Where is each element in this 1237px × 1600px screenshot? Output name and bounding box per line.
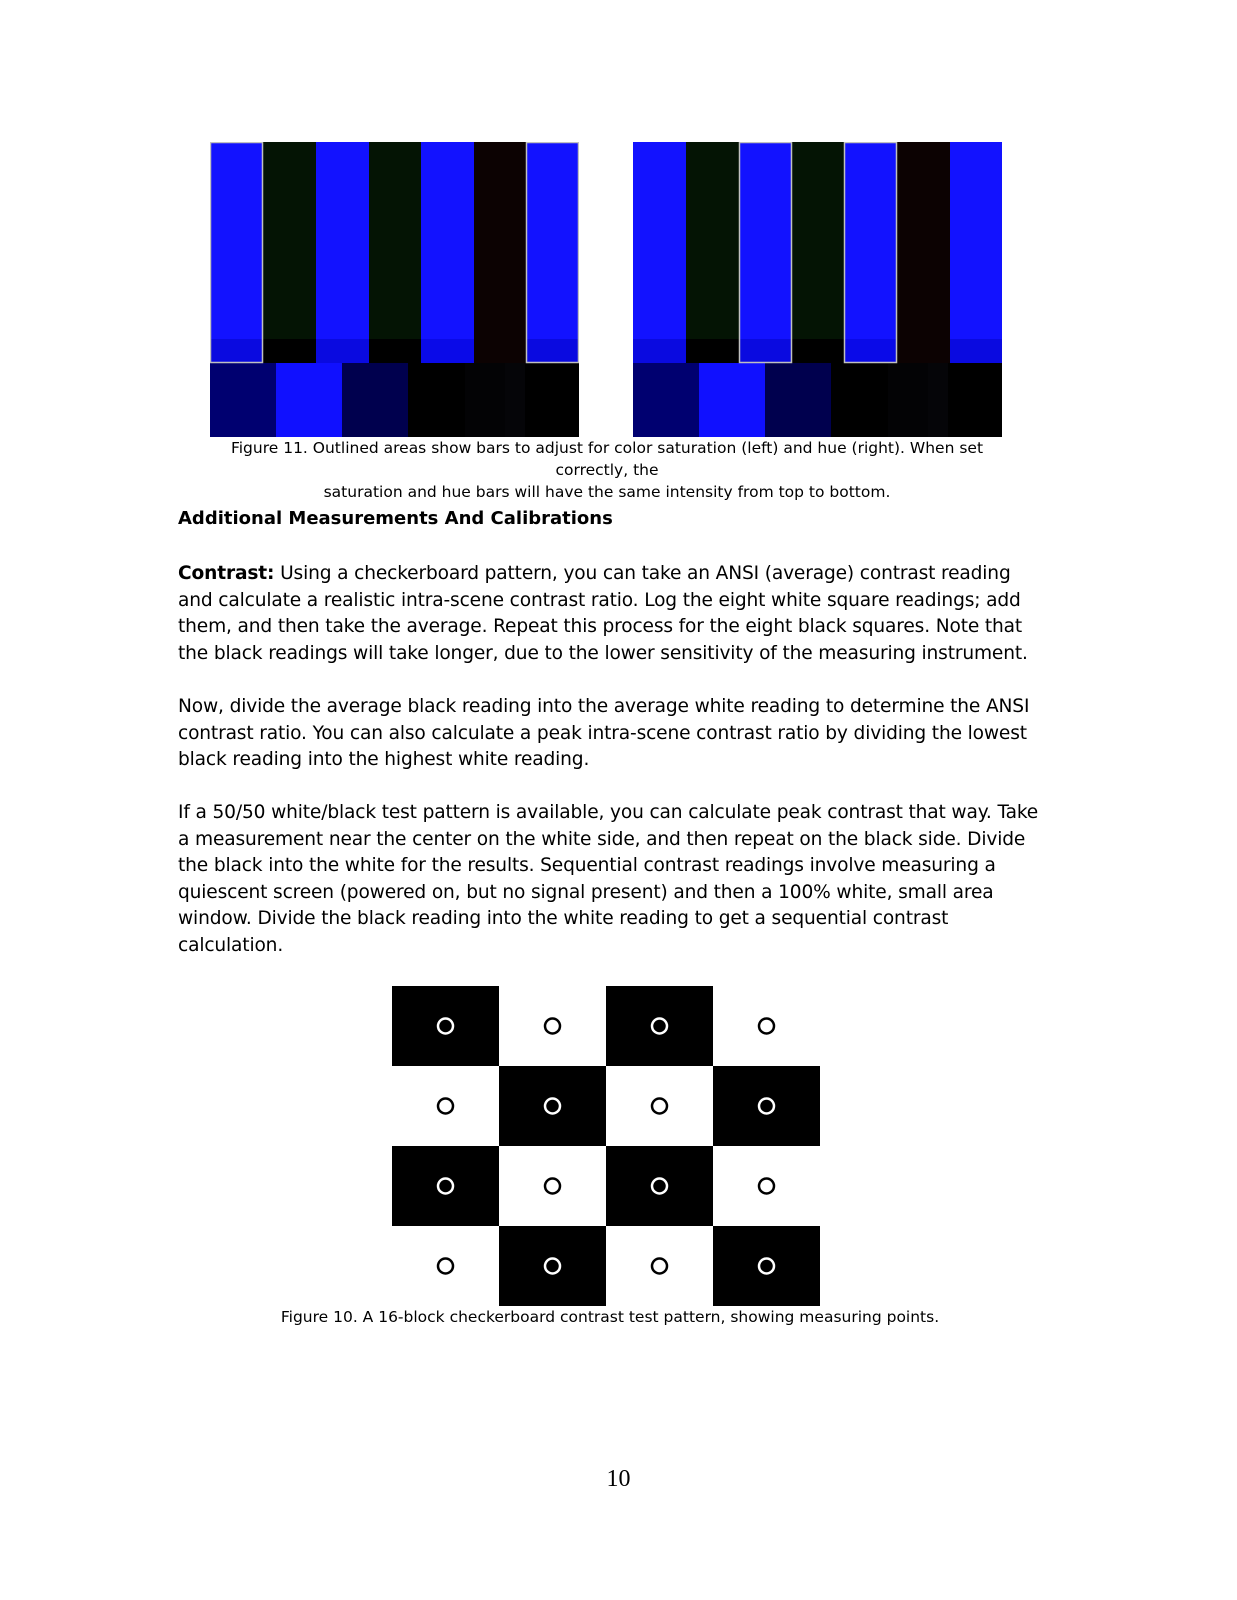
peak-sequential-paragraph: If a 50/50 white/black test pattern is available, you can calculate peak contrast that way. Take a measurement near the center on the white side, and then repeat on the black side. Divide the black into the white for the results. Sequential contrast readings involve measuring a quiescent screen (powered on, but no signal present) and then a 100% white, small area window. Divide the black reading into the white reading to get a sequential contrast calculation. (178, 802, 1039, 956)
bottom-black-4 (525, 363, 579, 437)
checker-square-black (392, 986, 499, 1066)
figure-10-caption: Figure 10. A 16-block checkerboard contrast test pattern, showing measuring points. (280, 1308, 940, 1326)
bar-blue-1-lower (210, 339, 263, 363)
checker-square-black (713, 1226, 820, 1306)
checkerboard-pattern (392, 986, 820, 1306)
bar-dark-green-2-lower (369, 339, 421, 363)
checker-square-white (499, 986, 606, 1066)
checker-square-white (499, 1146, 606, 1226)
figure-11-caption (195, 437, 1019, 503)
bar-dark-green-2 (792, 142, 844, 339)
bar-blue-4 (950, 142, 1002, 339)
checker-square-white (606, 1226, 713, 1306)
checker-square-white (713, 1146, 820, 1226)
bar-blue-2 (739, 142, 792, 339)
bottom-blue (276, 363, 342, 437)
bottom-navy-2 (342, 363, 408, 437)
checker-square-white (713, 986, 820, 1066)
bottom-black-1 (408, 363, 465, 437)
bar-dark-red (897, 142, 950, 363)
bar-blue-4-lower (527, 339, 579, 363)
bar-blue-2-lower (316, 339, 369, 363)
bar-blue-3 (844, 142, 897, 339)
bottom-black-4 (948, 363, 1002, 437)
bar-blue-4 (527, 142, 579, 339)
contrast-paragraph (178, 561, 1048, 667)
contrast-label: Contrast: (178, 563, 275, 584)
bar-blue-1 (633, 142, 686, 339)
bottom-black-3 (928, 363, 948, 437)
figure-11-caption-line-1: Figure 11. Outlined areas show bars to adjust for color saturation (left) and hue (right). When set correctly, the (230, 439, 984, 479)
checker-square-white (606, 1066, 713, 1146)
bar-dark-green-1-lower (686, 339, 739, 363)
section-heading: Additional Measurements And Calibrations (178, 508, 613, 529)
bar-blue-3-lower (844, 339, 897, 363)
bottom-black-3 (505, 363, 525, 437)
bar-dark-green-1 (686, 142, 739, 339)
contrast-paragraph-body: Using a checkerboard pattern, you can take an ANSI (average) contrast reading and calculate a realistic intra-scene contrast ratio. Log the eight white square readings; add them, and then take the average. Repeat this process for the eight black squares. Note that the black readings will take longer, due to the lower sensitivity of the measuring instrument. (178, 563, 1028, 664)
checker-square-black (606, 1146, 713, 1226)
checker-square-black (499, 1226, 606, 1306)
saturation-bars-pattern (210, 142, 579, 437)
bar-blue-3 (421, 142, 474, 339)
bottom-navy-2 (765, 363, 831, 437)
bottom-black-2 (888, 363, 928, 437)
bottom-black-1 (831, 363, 888, 437)
bar-blue-1 (210, 142, 263, 339)
bottom-navy-1 (633, 363, 699, 437)
bar-dark-green-2 (369, 142, 421, 339)
checker-square-black (713, 1066, 820, 1146)
bar-dark-green-1-lower (263, 339, 316, 363)
bar-blue-2 (316, 142, 369, 339)
checker-square-black (606, 986, 713, 1066)
bottom-blue (699, 363, 765, 437)
bar-blue-2-lower (739, 339, 792, 363)
bar-dark-red (474, 142, 527, 363)
ansi-ratio-paragraph: Now, divide the average black reading into the average white reading to determine the ANSI contrast ratio. You can also calculate a peak intra-scene contrast ratio by dividing the lowest black reading into the highest white reading. (178, 696, 1030, 770)
bar-blue-1-lower (633, 339, 686, 363)
checker-square-white (392, 1066, 499, 1146)
bottom-navy-1 (210, 363, 276, 437)
page-number: 10 (606, 1466, 631, 1492)
checker-square-black (499, 1066, 606, 1146)
bottom-black-2 (465, 363, 505, 437)
checker-square-black (392, 1146, 499, 1226)
bar-blue-3-lower (421, 339, 474, 363)
bar-dark-green-1 (263, 142, 316, 339)
figure-11-caption-line-2: saturation and hue bars will have the same intensity from top to bottom. (323, 483, 891, 501)
bar-blue-4-lower (950, 339, 1002, 363)
bar-dark-green-2-lower (792, 339, 844, 363)
hue-bars-pattern (633, 142, 1002, 437)
checker-square-white (392, 1226, 499, 1306)
